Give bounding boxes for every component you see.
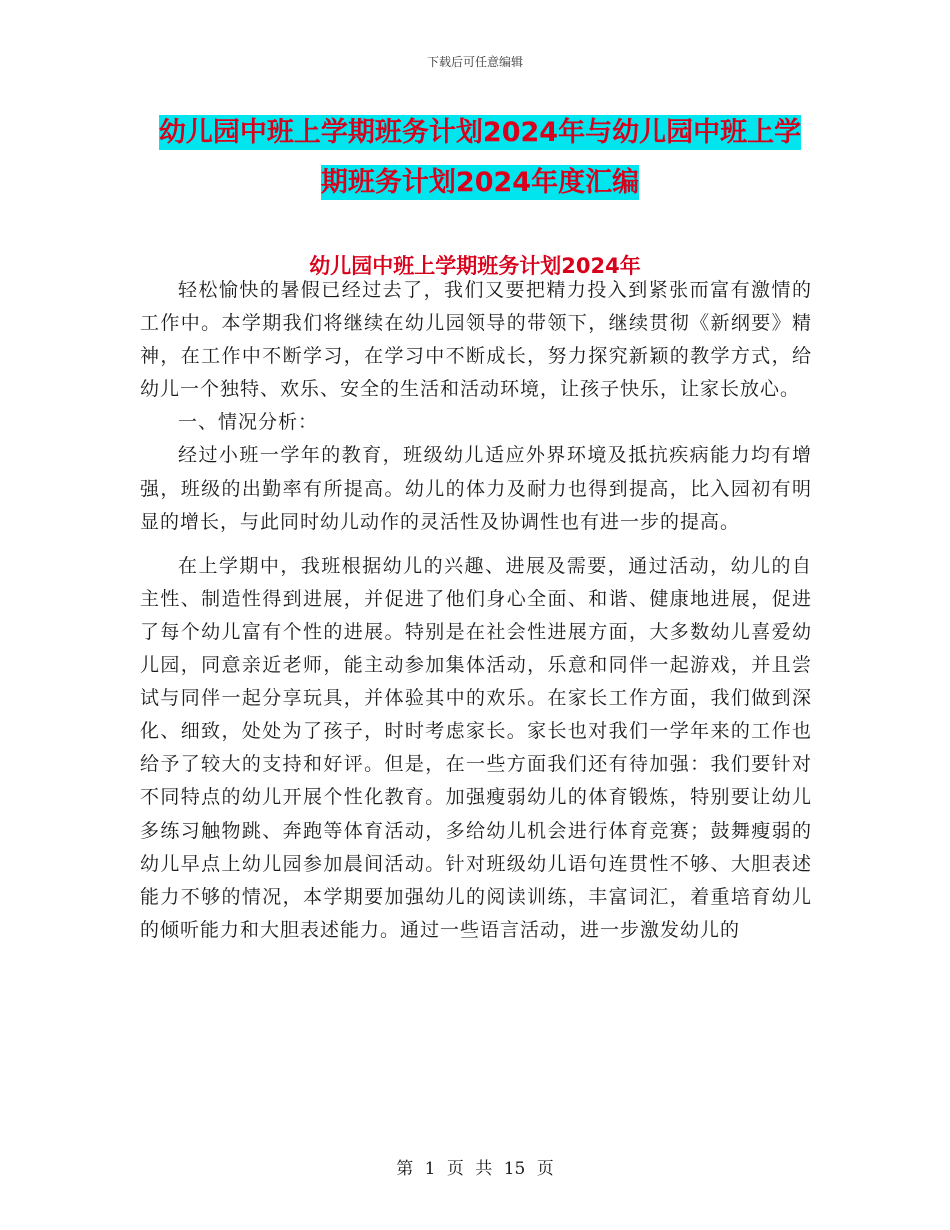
paragraph-heading-situation: 一、情况分析： [178,411,319,434]
page-footer: 第 1 页 共 15 页 [396,1159,554,1179]
document-title-line-2: 期班务计划2024年度汇编 [320,167,640,198]
section-title: 幼儿园中班上学期班务计划2024年 [309,254,641,278]
paragraph-situation: 经过小班一学年的教育，班级幼儿适应外界环境及抵抗疾病能力均有增强，班级的出勤率有所提高。幼儿的体力及耐力也得到提高，比入园初有明显的增长，与此同时幼儿动作的灵活性及协调性也有进一步的提高。 [140,444,812,533]
header-note: 下载后可任意编辑 [426,55,523,69]
document-title [140,108,820,208]
document-title-line-1: 幼儿园中班上学期班务计划2024年与幼儿园中班上学 [158,117,802,148]
paragraph-intro: 轻松愉快的暑假已经过去了，我们又要把精力投入到紧张而富有激情的工作中。本学期我们将继续在幼儿园领导的带领下，继续贯彻《新纲要》精神，在工作中不断学习，在学习中不断成长，努力探究新颖的教学方式，给幼儿一个独特、欢乐、安全的生活和活动环境，让孩子快乐，让家长放心。 [140,279,812,401]
body-text [140,274,812,947]
paragraph-last-semester: 在上学期中，我班根据幼儿的兴趣、进展及需要，通过活动，幼儿的自主性、制造性得到进展，并促进了他们身心全面、和谐、健康地进展，促进了每个幼儿富有个性的进展。特别是在社会性进展方面，大多数幼儿喜爱幼儿园，同意亲近老师，能主动参加集体活动，乐意和同伴一起游戏，并且尝试与同伴一起分享玩具，并体验其中的欢乐。在家长工作方面，我们做到深化、细致，处处为了孩子，时时考虑家长。家长也对我们一学年来的工作也给予了较大的支持和好评。但是，在一些方面我们还有待加强：我们要针对不同特点的幼儿开展个性化教育。加强瘦弱幼儿的体育锻炼，特别要让幼儿多练习触物跳、奔跑等体育活动，多给幼儿机会进行体育竞赛；鼓舞瘦弱的幼儿早点上幼儿园参加晨间活动。针对班级幼儿语句连贯性不够、大胆表述能力不够的情况，本学期要加强幼儿的阅读训练，丰富词汇，着重培育幼儿的倾听能力和大胆表述能力。通过一些语言活动，进一步激发幼儿的 [140,554,812,941]
